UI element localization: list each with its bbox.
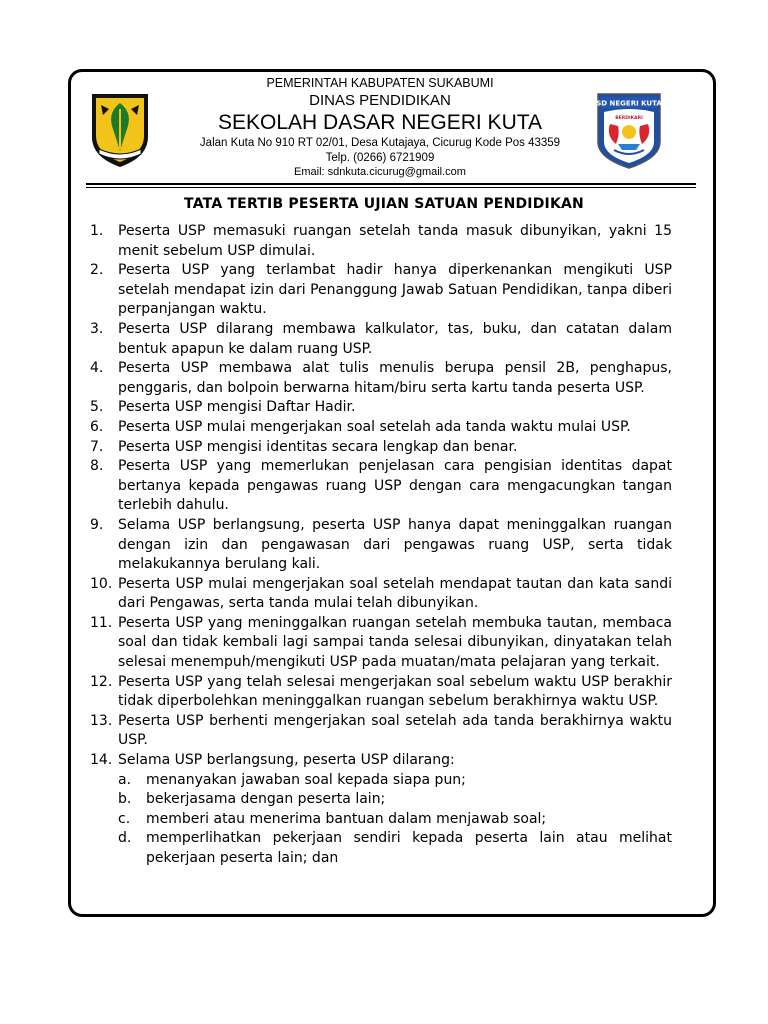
subrule-item bbox=[90, 829, 672, 868]
rule-number: 3. bbox=[90, 320, 104, 337]
school-address: Jalan Kuta No 910 RT 02/01, Desa Kutajaya, Cicurug Kode Pos 43359 bbox=[199, 137, 561, 149]
subrule-letter: d. bbox=[118, 830, 132, 847]
rule-item bbox=[90, 751, 672, 771]
document-title: TATA TERTIB PESERTA UJIAN SATUAN PENDIDIKAN bbox=[184, 196, 584, 212]
government-name: PEMERINTAH KABUPATEN SUKABUMI bbox=[266, 76, 494, 90]
rule-number: 7. bbox=[90, 438, 104, 455]
rules-list bbox=[90, 222, 672, 869]
rule-number: 8. bbox=[90, 458, 104, 475]
rule-text: Peserta USP yang telah selesai mengerjakan soal sebelum waktu USP berakhir tidak diperbolehkan meninggalkan ruangan sebelum berakhirnya waktu USP. bbox=[118, 673, 672, 710]
subrule-item bbox=[90, 810, 672, 830]
rule-number: 6. bbox=[90, 418, 104, 435]
rule-text: Peserta USP memasuki ruangan setelah tanda masuk dibunyikan, yakni 15 menit sebelum USP dimulai. bbox=[118, 223, 672, 259]
rule-text: Peserta USP mulai mengerjakan soal setelah ada tanda waktu mulai USP. bbox=[118, 418, 631, 435]
subrule-letter: a. bbox=[118, 771, 132, 788]
rule-item bbox=[90, 261, 672, 320]
rule-number: 9. bbox=[90, 516, 104, 533]
letterhead-divider-thin bbox=[86, 187, 696, 188]
rule-item bbox=[90, 418, 672, 438]
logo-banner-text: SD NEGERI KUTA bbox=[596, 99, 662, 108]
logo-motto-text: BERDIKARI bbox=[615, 116, 643, 121]
rule-number: 10. bbox=[90, 575, 113, 592]
rule-text: Selama USP berlangsung, peserta USP dilarang: bbox=[118, 752, 455, 769]
letterhead-divider-thick bbox=[86, 183, 696, 185]
rule-text: Peserta USP dilarang membawa kalkulator, tas, buku, dan catatan dalam bentuk apapun ke dalam ruang USP. bbox=[118, 320, 672, 357]
rule-number: 14. bbox=[90, 752, 113, 769]
school-email: Email: sdnkuta.cicurug@gmail.com bbox=[294, 166, 466, 178]
rule-number: 11. bbox=[90, 614, 113, 631]
subrule-text: memberi atau menerima bantuan dalam menjawab soal; bbox=[146, 810, 547, 827]
rule-item bbox=[90, 320, 672, 359]
subrule-text: bekerjasama dengan peserta lain; bbox=[146, 791, 386, 808]
rule-item bbox=[90, 614, 672, 673]
rule-number: 1. bbox=[90, 223, 104, 239]
rule-item bbox=[90, 222, 672, 261]
subrule-letter: c. bbox=[118, 810, 131, 827]
rule-number: 4. bbox=[90, 360, 104, 377]
rule-text: Peserta USP yang meninggalkan ruangan setelah membuka tautan, membaca soal dan tidak kembali lagi sampai tanda selesai dibunyikan, dinyatakan telah selesai menempuh/mengikuti USP pada muatan/mata pelajaran yang terkait. bbox=[118, 614, 672, 671]
rule-text: Peserta USP mulai mengerjakan soal setelah mendapat tautan dan kata sandi dari Pengawas, serta tanda mulai telah dibunyikan. bbox=[118, 575, 672, 612]
rule-item bbox=[90, 575, 672, 614]
sukabumi-regency-crest-icon bbox=[89, 91, 151, 169]
rule-item bbox=[90, 438, 672, 458]
subrule-item bbox=[90, 771, 672, 791]
rule-item bbox=[90, 398, 672, 418]
rule-number: 5. bbox=[90, 399, 104, 416]
rule-text: Peserta USP mengisi Daftar Hadir. bbox=[118, 399, 356, 416]
subrule-letter: b. bbox=[118, 791, 132, 808]
rule-item bbox=[90, 673, 672, 712]
rule-text: Peserta USP yang terlambat hadir hanya diperkenankan mengikuti USP setelah mendapat izin dari Penanggung Jawab Satuan Pendidikan, tanpa diberi perpanjangan waktu. bbox=[118, 262, 672, 318]
rule-text: Peserta USP membawa alat tulis menulis berupa pensil 2B, penghapus, penggaris, dan bolpoin berwarna hitam/biru serta kartu tanda peserta USP. bbox=[118, 360, 672, 396]
subrule-text: memperlihatkan pekerjaan sendiri kepada peserta lain atau melihat pekerjaan peserta lain; dan bbox=[146, 830, 672, 866]
school-phone: Telp. (0266) 6721909 bbox=[325, 152, 435, 164]
rule-item bbox=[90, 516, 672, 575]
rule-text: Selama USP berlangsung, peserta USP hanya dapat meninggalkan ruangan dengan izin dan pengawasan dari pengawas ruang USP, serta tidak melakukannya berulang kali. bbox=[118, 516, 672, 573]
rule-text: Peserta USP yang memerlukan penjelasan cara pengisian identitas dapat bertanya kepada pengawas ruang USP dengan cara mengacungkan tangan terlebih dahulu. bbox=[118, 458, 672, 514]
subrule-item bbox=[90, 790, 672, 810]
rule-number: 2. bbox=[90, 262, 104, 279]
subrule-text: menanyakan jawaban soal kepada siapa pun; bbox=[146, 771, 466, 788]
rule-text: Peserta USP mengisi identitas secara lengkap dan benar. bbox=[118, 438, 518, 455]
department-name: DINAS PENDIDIKAN bbox=[309, 92, 451, 109]
rule-item bbox=[90, 712, 672, 751]
rule-number: 12. bbox=[90, 673, 113, 690]
rule-number: 13. bbox=[90, 712, 113, 729]
rule-item bbox=[90, 359, 672, 398]
rule-item bbox=[90, 457, 672, 516]
school-name: SEKOLAH DASAR NEGERI KUTA bbox=[217, 111, 543, 134]
rule-text: Peserta USP berhenti mengerjakan soal setelah ada tanda berakhirnya waktu USP. bbox=[118, 712, 672, 749]
sd-negeri-kuta-logo-icon bbox=[596, 92, 662, 170]
